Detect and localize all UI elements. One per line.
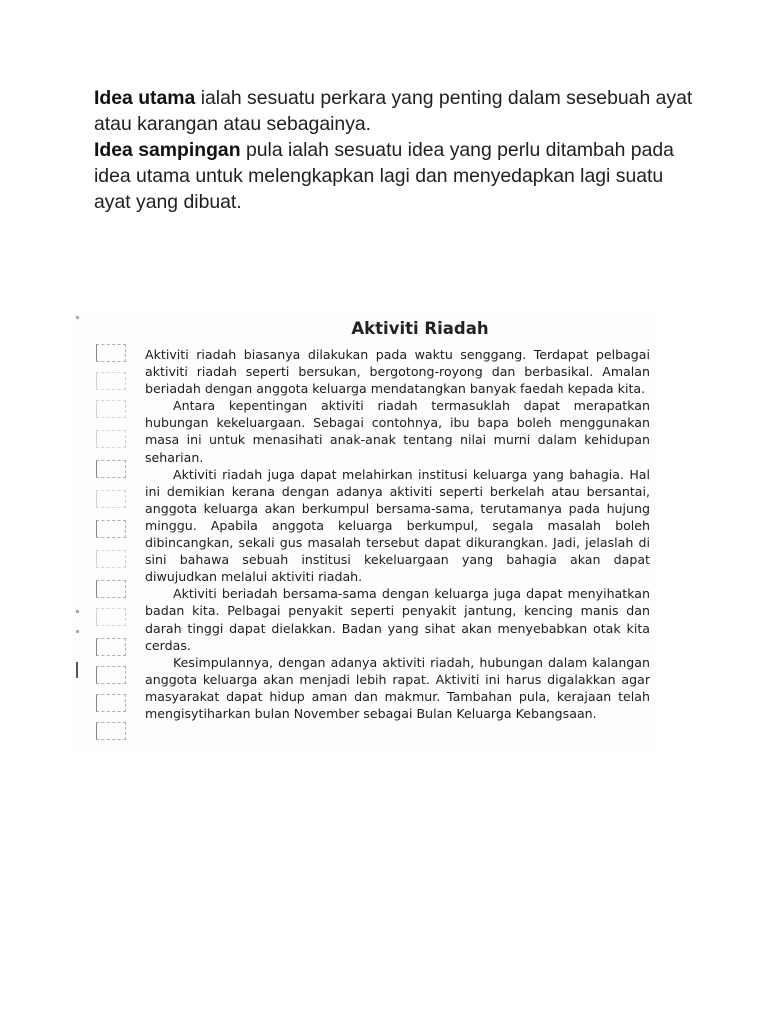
- margin-box: [96, 430, 126, 448]
- margin-box: [96, 490, 126, 508]
- passage-paragraph: Aktiviti riadah juga dapat melahirkan institusi keluarga yang bahagia. Hal ini demikian kerana dengan adanya aktiviti seperti berkelah atau bersantai, anggota keluarga akan berkumpul bersama-sama, terutamanya pada hujung minggu. Apabila anggota keluarga berkumpul, segala masalah boleh dibincangkan, sekali gus masalah tersebut dapat dikurangkan. Jadi, jelaslah di sini bahawa sebuah institusi kekeluargaan yang bahagia akan dapat diwujudkan melalui aktiviti riadah.: [145, 466, 650, 585]
- term-idea-utama: Idea utama: [94, 87, 196, 109]
- passage-paragraph: Aktiviti beriadah bersama-sama dengan keluarga juga dapat menyihatkan badan kita. Pelbagai penyakit seperti penyakit jantung, kencing manis dan darah tinggi dapat dielakkan. Badan yang sihat akan menyebabkan otak kita cerdas.: [145, 586, 650, 653]
- margin-box: [96, 638, 126, 656]
- margin-box: [96, 666, 126, 684]
- idea-sampingan-definition: [94, 137, 694, 215]
- margin-box: [96, 400, 126, 418]
- margin-box: [96, 550, 126, 568]
- definition-idea-sampingan: pula ialah sesuatu idea yang perlu ditambah pada idea utama untuk melengkapkan lagi dan menyedapkan lagi suatu ayat yang dibuat.: [94, 139, 674, 213]
- margin-box: [96, 580, 126, 598]
- margin-box: [96, 694, 126, 712]
- scanned-passage: [72, 310, 658, 752]
- passage-paragraph: Aktiviti riadah biasanya dilakukan pada waktu senggang. Terdapat pelbagai aktiviti riadah seperti bersukan, bergotong-royong dan berbasikal. Amalan beriadah dengan anggota keluarga mendatangkan banyak faedah kepada kita.: [145, 347, 650, 397]
- margin-box: [96, 344, 126, 362]
- margin-box: [96, 520, 126, 538]
- intro-text: [94, 85, 694, 215]
- margin-box: [96, 372, 126, 390]
- idea-utama-definition: [94, 85, 694, 137]
- margin-checkboxes: [94, 310, 134, 752]
- margin-box: [96, 460, 126, 478]
- margin-mark: [76, 630, 79, 633]
- passage-paragraph: Kesimpulannya, dengan adanya aktiviti riadah, hubungan dalam kalangan anggota keluarga akan menjadi lebih rapat. Aktiviti ini harus digalakkan agar masyarakat dapat hidup aman dan makmur. Tambahan pula, kerajaan telah mengisytiharkan bulan November sebagai Bulan Keluarga Kebangsaan.: [145, 654, 650, 721]
- margin-mark: [76, 662, 78, 678]
- definition-idea-utama: ialah sesuatu perkara yang penting dalam sesebuah ayat atau karangan atau sebagainya.: [94, 87, 693, 135]
- term-idea-sampingan: Idea sampingan: [94, 139, 241, 161]
- margin-box: [96, 722, 126, 740]
- passage-paragraph: Antara kepentingan aktiviti riadah termasuklah dapat merapatkan hubungan kekeluargaan. Sebagai contohnya, ibu bapa boleh menggunakan masa ini untuk menasihati anak-anak tentang nilai murni dalam kehidupan seharian.: [145, 398, 650, 465]
- margin-mark: [76, 610, 79, 613]
- margin-box: [96, 608, 126, 626]
- passage-body: [145, 346, 650, 722]
- passage-title: Aktiviti Riadah: [351, 319, 489, 338]
